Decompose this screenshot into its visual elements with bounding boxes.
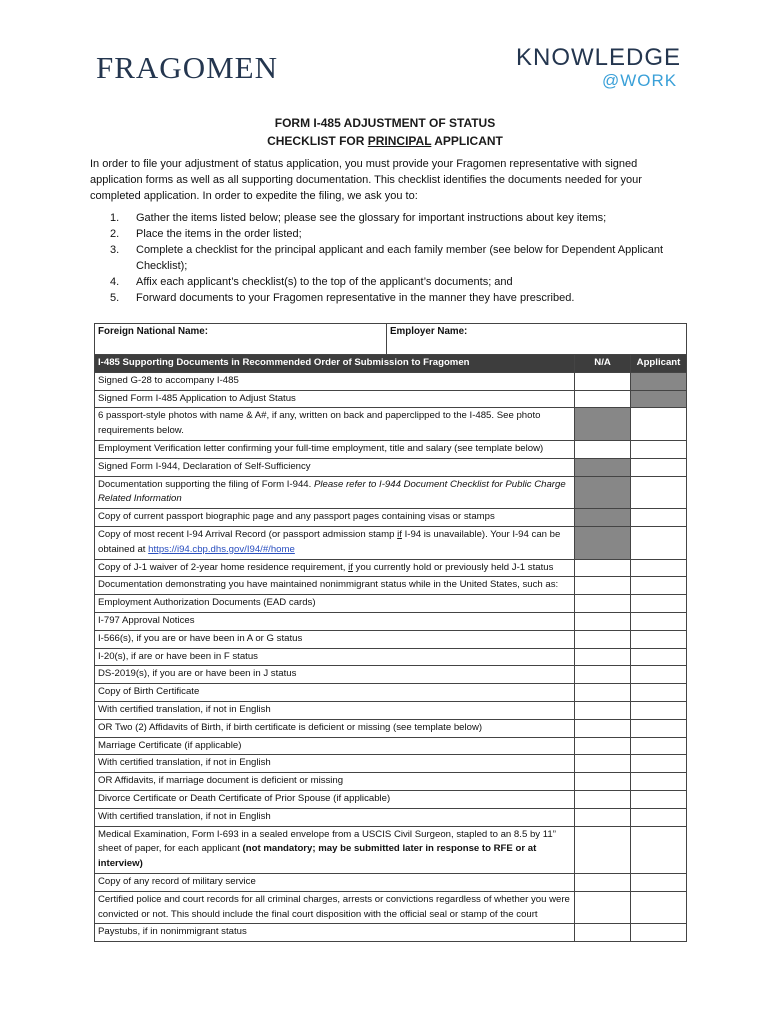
knowledge-logo-text: KNOWLEDGE xyxy=(516,44,682,71)
na-checkbox[interactable] xyxy=(575,808,631,826)
na-checkbox[interactable] xyxy=(575,440,631,458)
table-row xyxy=(95,701,687,719)
na-checkbox[interactable] xyxy=(575,826,631,873)
section-title: I-485 Supporting Documents in Recommended Order of Submission to Fragomen xyxy=(95,355,575,373)
applicant-checkbox[interactable] xyxy=(631,755,687,773)
table-cell: Signed Form I-485 Application to Adjust Status xyxy=(95,390,575,408)
table-row xyxy=(95,666,687,684)
table-row xyxy=(95,719,687,737)
table-row xyxy=(95,873,687,891)
section-header-row xyxy=(95,355,687,373)
applicant-checkbox[interactable] xyxy=(631,630,687,648)
applicant-checkbox[interactable] xyxy=(631,577,687,595)
table-cell: Divorce Certificate or Death Certificate of Prior Spouse (if applicable) xyxy=(95,790,575,808)
na-checkbox[interactable] xyxy=(575,648,631,666)
na-checkbox[interactable] xyxy=(575,755,631,773)
table-cell: Copy of Birth Certificate xyxy=(95,684,575,702)
table-cell: Signed G-28 to accompany I-485 xyxy=(95,372,575,390)
applicant-checkbox[interactable] xyxy=(631,891,687,924)
table-cell: I-566(s), if you are or have been in A or G status xyxy=(95,630,575,648)
column-applicant-header: Applicant xyxy=(631,355,687,373)
table-row xyxy=(95,476,687,509)
table-row xyxy=(95,773,687,791)
applicant-checkbox[interactable] xyxy=(631,701,687,719)
na-checkbox[interactable] xyxy=(575,773,631,791)
table-row xyxy=(95,924,687,942)
na-checkbox[interactable] xyxy=(575,526,631,559)
applicant-checkbox[interactable] xyxy=(631,737,687,755)
applicant-checkbox[interactable] xyxy=(631,790,687,808)
na-checkbox[interactable] xyxy=(575,684,631,702)
na-checkbox[interactable] xyxy=(575,630,631,648)
intro-paragraph: In order to file your adjustment of status application, you must provide your Fragomen representative with signed application forms as well as all supporting documentation. This checklist identifies the documents needed for your completed application. In order to expedite the filing, we ask you to: xyxy=(90,158,642,202)
table-cell: Employment Verification letter confirming your full-time employment, title and salary (see template below) xyxy=(95,440,575,458)
na-checkbox[interactable] xyxy=(575,790,631,808)
table-row xyxy=(95,826,687,873)
table-cell: Documentation demonstrating you have maintained nonimmigrant status while in the United States, such as: xyxy=(95,577,575,595)
table-row xyxy=(95,630,687,648)
table-row xyxy=(95,390,687,408)
table-cell: Copy of current passport biographic page and any passport pages containing visas or stamps xyxy=(95,509,575,527)
step-item: 2. Place the items in the order listed; xyxy=(110,228,302,240)
table-cell: Copy of J-1 waiver of 2-year home residence requirement, if you currently hold or previously held J-1 status xyxy=(95,559,575,577)
table-row xyxy=(95,372,687,390)
na-checkbox[interactable] xyxy=(575,595,631,613)
step-item: 1. Gather the items listed below; please see the glossary for important instructions about key items; xyxy=(110,212,607,224)
table-row xyxy=(95,808,687,826)
table-row xyxy=(95,559,687,577)
table-cell: With certified translation, if not in English xyxy=(95,808,575,826)
na-checkbox[interactable] xyxy=(575,577,631,595)
applicant-checkbox[interactable] xyxy=(631,372,687,390)
at-work-logo-text: @WORK xyxy=(602,71,678,90)
table-row xyxy=(95,684,687,702)
applicant-checkbox[interactable] xyxy=(631,826,687,873)
applicant-checkbox[interactable] xyxy=(631,390,687,408)
table-row xyxy=(95,526,687,559)
table-row xyxy=(95,891,687,924)
na-checkbox[interactable] xyxy=(575,476,631,509)
step-item: 5. Forward documents to your Fragomen representative in the manner they have prescribed. xyxy=(110,292,575,304)
applicant-checkbox[interactable] xyxy=(631,719,687,737)
applicant-checkbox[interactable] xyxy=(631,559,687,577)
na-checkbox[interactable] xyxy=(575,737,631,755)
step-item: 3. Complete a checklist for the principal applicant and each family member (see below for Dependent Applicant Checklist); xyxy=(110,244,664,272)
fragomen-logo-text: FRAGOMEN xyxy=(96,50,278,85)
column-na-header: N/A xyxy=(575,355,631,373)
table-row xyxy=(95,790,687,808)
table-cell xyxy=(95,324,687,355)
table-row xyxy=(95,737,687,755)
applicant-checkbox[interactable] xyxy=(631,408,687,441)
table-cell: With certified translation, if not in English xyxy=(95,755,575,773)
na-checkbox[interactable] xyxy=(575,924,631,942)
table-row xyxy=(95,612,687,630)
foreign-national-name-field[interactable]: Foreign National Name: xyxy=(95,324,387,354)
table-cell: I-20(s), if are or have been in F status xyxy=(95,648,575,666)
table-cell: OR Two (2) Affidavits of Birth, if birth certificate is deficient or missing (see template below) xyxy=(95,719,575,737)
applicant-checkbox[interactable] xyxy=(631,773,687,791)
applicant-checkbox[interactable] xyxy=(631,684,687,702)
table-cell: Copy of most recent I-94 Arrival Record (or passport admission stamp if I-94 is unavailable). Your I-94 can be obtained at https://i94.cbp.dhs.gov/I94/#/home xyxy=(95,526,575,559)
instruction-steps xyxy=(110,210,690,306)
table-cell: 6 passport-style photos with name & A#, if any, written on back and paperclipped to the I-485. See photo requirements below. xyxy=(95,408,575,441)
applicant-checkbox[interactable] xyxy=(631,595,687,613)
table-row xyxy=(95,458,687,476)
na-checkbox[interactable] xyxy=(575,701,631,719)
na-checkbox[interactable] xyxy=(575,559,631,577)
applicant-checkbox[interactable] xyxy=(631,924,687,942)
page-title: FORM I-485 ADJUSTMENT OF STATUS xyxy=(274,116,496,130)
table-cell: Medical Examination, Form I-693 in a sealed envelope from a USCIS Civil Surgeon, stapled to an 8.5 by 11” sheet of paper, for each applicant (not mandatory; may be submitted later in response to RFE or at interview) xyxy=(95,826,575,873)
na-checkbox[interactable] xyxy=(575,891,631,924)
table-cell: DS-2019(s), if you are or have been in J status xyxy=(95,666,575,684)
applicant-checkbox[interactable] xyxy=(631,440,687,458)
step-item: 4. Affix each applicant’s checklist(s) to the top of the applicant’s documents; and xyxy=(110,276,513,288)
table-cell: Paystubs, if in nonimmigrant status xyxy=(95,924,575,942)
na-checkbox[interactable] xyxy=(575,666,631,684)
applicant-checkbox[interactable] xyxy=(631,476,687,509)
table-cell: Marriage Certificate (if applicable) xyxy=(95,737,575,755)
na-checkbox[interactable] xyxy=(575,612,631,630)
applicant-checkbox[interactable] xyxy=(631,808,687,826)
table-cell: OR Affidavits, if marriage document is deficient or missing xyxy=(95,773,575,791)
table-row xyxy=(95,408,687,441)
employer-name-field[interactable]: Employer Name: xyxy=(390,326,468,337)
table-cell: Signed Form I-944, Declaration of Self-Sufficiency xyxy=(95,458,575,476)
applicant-checkbox[interactable] xyxy=(631,648,687,666)
table-cell: Certified police and court records for all criminal charges, arrests or convictions regardless of whether you were convicted or not. This should include the final court disposition with the official seal or stamp of the court xyxy=(95,891,575,924)
table-row xyxy=(95,440,687,458)
applicant-checkbox[interactable] xyxy=(631,612,687,630)
name-row xyxy=(95,324,687,355)
table-cell: With certified translation, if not in English xyxy=(95,701,575,719)
principal-underlined: PRINCIPAL xyxy=(367,134,432,148)
table-cell: Copy of any record of military service xyxy=(95,873,575,891)
na-checkbox[interactable] xyxy=(575,390,631,408)
na-checkbox[interactable] xyxy=(575,509,631,527)
na-checkbox[interactable] xyxy=(575,719,631,737)
table-cell: Documentation supporting the filing of Form I-944. Please refer to I-944 Document Checklist for Public Charge Related Information xyxy=(95,476,575,509)
na-checkbox[interactable] xyxy=(575,873,631,891)
applicant-checkbox[interactable] xyxy=(631,509,687,527)
table-cell: Employment Authorization Documents (EAD cards) xyxy=(95,595,575,613)
i94-link[interactable]: https://i94.cbp.dhs.gov/I94/#/home xyxy=(148,543,295,555)
table-row xyxy=(95,577,687,595)
na-checkbox[interactable] xyxy=(575,458,631,476)
table-row xyxy=(95,595,687,613)
applicant-checkbox[interactable] xyxy=(631,526,687,559)
table-cell: I-797 Approval Notices xyxy=(95,612,575,630)
na-checkbox[interactable] xyxy=(575,408,631,441)
table-row xyxy=(95,648,687,666)
na-checkbox[interactable] xyxy=(575,372,631,390)
page-subtitle: CHECKLIST FOR PRINCIPAL APPLICANT xyxy=(267,134,503,148)
checklist-table xyxy=(94,323,687,942)
table-row xyxy=(95,509,687,527)
table-row xyxy=(95,755,687,773)
applicant-checkbox[interactable] xyxy=(631,873,687,891)
applicant-checkbox[interactable] xyxy=(631,458,687,476)
applicant-checkbox[interactable] xyxy=(631,666,687,684)
knowledge-at-work-logo xyxy=(516,44,686,90)
fragomen-logo xyxy=(96,50,278,86)
